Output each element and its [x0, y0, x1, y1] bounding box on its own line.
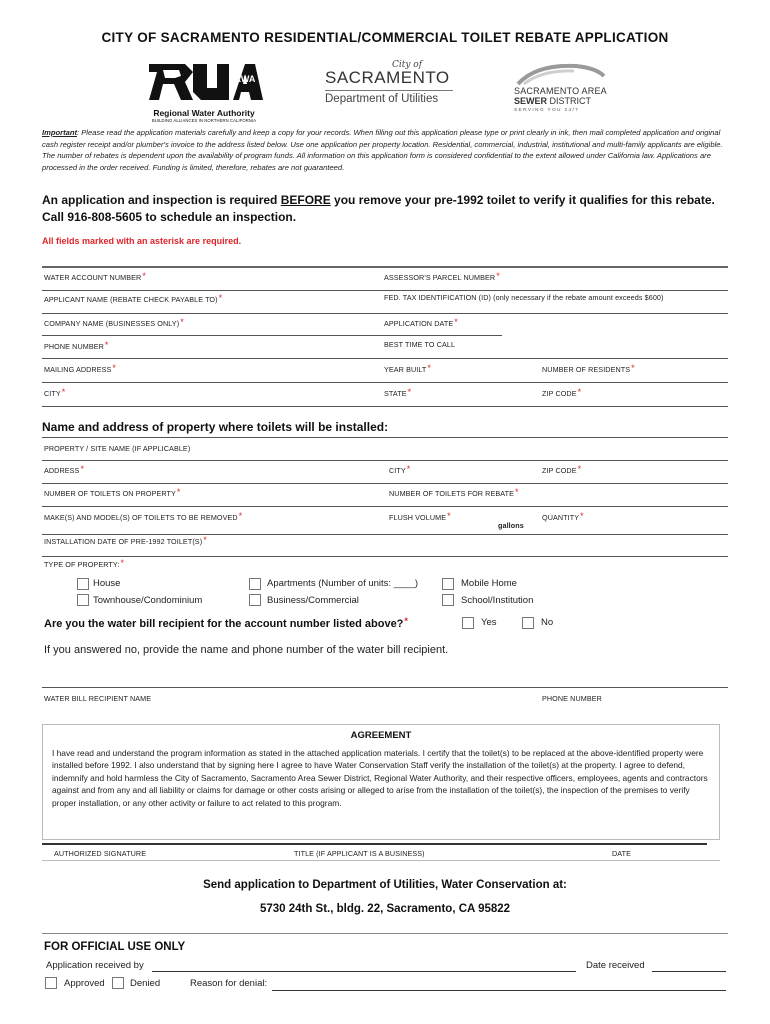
bill-yes-checkbox[interactable]	[462, 617, 474, 629]
approved-label: Approved	[64, 978, 105, 989]
rwa-logo	[145, 62, 263, 123]
applicant-name-label: APPLICANT NAME (REBATE CHECK PAYABLE TO)*	[44, 293, 223, 304]
rwa-tagline: BUILDING ALLIANCES IN NORTHERN CALIFORNIA	[151, 118, 257, 123]
house-option-label: House	[93, 578, 121, 589]
sasd-tagline: S E R V I N G Y O U 2 4 / 7	[514, 108, 578, 113]
received-by-field[interactable]	[152, 971, 576, 972]
city-sacramento-logo	[325, 60, 453, 105]
residents-label: NUMBER OF RESIDENTS*	[542, 363, 635, 374]
apartments-option-label: Apartments (Number of units: ____)	[267, 578, 419, 589]
bill-if-no-note: If you answered no, provide the name and phone number of the water bill recipient.	[44, 644, 449, 656]
townhouse-option-label: Townhouse/Condominium	[93, 595, 203, 606]
property-address-field[interactable]	[42, 483, 728, 484]
property-heading: Name and address of property where toilets will be installed:	[42, 420, 389, 434]
toilets-on-property-label: NUMBER OF TOILETS ON PROPERTY*	[44, 487, 181, 498]
mailing-address-field[interactable]	[42, 382, 728, 383]
important-notice	[42, 127, 732, 173]
agreement-text: I have read and understand the program information as stated in the attached application materials. I certify that the toilet(s) to be replaced at the above-identified property were installed before 1992. I also understand that by signing here I agree to have Water Conservation Staff verify the installation of the toilet(s) at the property. I agree to defend, indemnify and hold harmless the City of Sacramento, Sacramento Area Sewer District, Regional Water Authority, and their respective officers, employees, agents and contractors against and from any and all liability or claims for damage or other costs arising or alleged to arise from the installation of the toilet(s), the inspection of the premises to verify proper installation, or any other activity or failure to act related to this program.	[52, 748, 708, 808]
rwa-mark-icon	[145, 62, 263, 102]
business-option-label: Business/Commercial	[267, 595, 359, 606]
phone-field[interactable]	[42, 358, 728, 359]
property-zip-label: ZIP CODE*	[542, 464, 582, 475]
mailing-address-label: MAILING ADDRESS*	[44, 363, 117, 374]
mobile-home-option-label: Mobile Home	[461, 578, 517, 589]
mailing-destination: 5730 24th St., bldg. 22, Sacramento, CA 95822	[259, 903, 511, 915]
city-field[interactable]	[42, 406, 728, 407]
denied-label: Denied	[130, 978, 161, 989]
sasd-swoosh-icon	[516, 62, 606, 86]
city-label: CITY*	[44, 387, 66, 398]
install-date-label: INSTALLATION DATE OF PRE-1992 TOILET(S)*	[44, 535, 207, 546]
rwa-name: Regional Water Authority	[153, 108, 255, 118]
fed-tax-label: FED. TAX IDENTIFICATION (ID) (only necessary if the rebate amount exceeds $600)	[384, 293, 664, 302]
property-city-label: CITY*	[389, 464, 411, 475]
flush-volume-label: FLUSH VOLUME*	[389, 511, 451, 522]
business-title-label: TITLE (IF APPLICANT IS A BUSINESS)	[294, 849, 425, 858]
year-built-label: YEAR BUILT*	[384, 363, 432, 374]
reason-field[interactable]	[272, 990, 726, 991]
important-label: Important	[42, 128, 78, 137]
bill-recipient-question: Are you the water bill recipient for the account number listed above?*	[44, 616, 408, 630]
best-time-label: BEST TIME TO CALL	[384, 340, 456, 349]
sasd-logo	[514, 66, 638, 113]
bill-no-label: No	[541, 617, 554, 628]
applicant-name-field[interactable]	[42, 313, 728, 314]
apartments-checkbox[interactable]	[249, 578, 261, 590]
official-use-heading: FOR OFFICIAL USE ONLY	[44, 941, 186, 953]
company-name-label: COMPANY NAME (BUSINESSES ONLY)*	[44, 317, 184, 328]
important-text: : Please read the application materials carefully and keep a copy for your records. When filling out this application please type or print clearly in ink, then mail completed application and original cash register receipt and/or plumber's invoice to the address listed below. Use one application per property location. Residential, commercial, industrial, institutional and multi-family applicants are eligible. The number of rebates is dependent upon the availability of program funds. All information on this application form is considered confidential to the extent allowed under California law. Applications are processed in the order received. Funding is limited, therefore, rebates are not guaranteed.	[42, 128, 723, 172]
signature-label: AUTHORIZED SIGNATURE	[54, 849, 147, 858]
date-received-field[interactable]	[652, 971, 726, 972]
reason-label: Reason for denial:	[190, 978, 268, 989]
toilets-for-rebate-label: NUMBER OF TOILETS FOR REBATE*	[389, 487, 519, 498]
notice-part1: An application and inspection is required	[42, 193, 281, 207]
notice-phone: Call 916-808-5605 to schedule an inspection.	[42, 210, 297, 224]
install-date-field[interactable]	[42, 556, 728, 557]
bill-recipient-field[interactable]	[42, 687, 728, 688]
phone-label: PHONE NUMBER*	[44, 340, 109, 351]
sasd-line1: SACRAMENTO AREA	[514, 86, 607, 96]
date-received-label: Date received	[586, 960, 645, 971]
mobile-home-checkbox[interactable]	[442, 578, 454, 590]
denied-checkbox[interactable]	[112, 977, 124, 989]
signature-field[interactable]	[42, 843, 707, 845]
company-name-field[interactable]	[42, 335, 502, 336]
recipient-phone-label: PHONE NUMBER	[542, 694, 602, 703]
notice-before: BEFORE	[280, 193, 331, 207]
water-account-label: WATER ACCOUNT NUMBER*	[44, 271, 146, 282]
townhouse-checkbox[interactable]	[77, 594, 89, 606]
city-of-text: City of	[391, 60, 423, 70]
zip-label: ZIP CODE*	[542, 387, 582, 398]
agreement-heading: AGREEMENT	[350, 730, 412, 741]
property-address-label: ADDRESS*	[44, 464, 85, 475]
bill-yes-label: Yes	[481, 617, 497, 628]
water-account-field[interactable]	[42, 290, 728, 291]
city-sacramento-text: SACRAMENTO	[325, 68, 450, 87]
approved-checkbox[interactable]	[45, 977, 57, 989]
make-model-label: MAKE(S) AND MODEL(S) OF TOILETS TO BE REMOVED*	[44, 511, 243, 522]
sasd-district: DISTRICT	[547, 96, 592, 106]
assessor-label: ASSESSOR'S PARCEL NUMBER*	[384, 271, 500, 282]
notice-part2: you remove your pre-1992 toilet to verify it qualifies for this rebate.	[330, 193, 715, 207]
site-name-label: PROPERTY / SITE NAME (IF APPLICABLE)	[44, 444, 191, 453]
business-checkbox[interactable]	[249, 594, 261, 606]
required-fields-note: All fields marked with an asterisk are required.	[42, 236, 242, 246]
recipient-name-label: WATER BILL RECIPIENT NAME	[44, 694, 152, 703]
application-date-label: APPLICATION DATE*	[384, 317, 458, 328]
toilets-count-field[interactable]	[42, 506, 728, 507]
school-option-label: School/Institution	[461, 595, 534, 606]
form-title: CITY OF SACRAMENTO RESIDENTIAL/COMMERCIAL TOILET REBATE APPLICATION	[101, 30, 669, 45]
house-checkbox[interactable]	[77, 578, 89, 590]
dept-utilities-text: Department of Utilities	[325, 93, 439, 105]
gallons-unit: gallons	[498, 521, 524, 530]
send-instructions: Send application to Department of Utilities, Water Conservation at:	[203, 879, 567, 891]
signature-date-label: DATE	[612, 849, 632, 858]
state-label: STATE*	[384, 387, 412, 398]
property-type-label: TYPE OF PROPERTY:*	[44, 558, 125, 569]
inspection-requirement	[42, 192, 742, 226]
make-model-field[interactable]	[42, 534, 728, 535]
site-name-field[interactable]	[42, 460, 728, 461]
rwa-mark-text: RWA	[234, 74, 256, 84]
received-by-label: Application received by	[46, 960, 144, 971]
quantity-label: QUANTITY*	[542, 511, 584, 522]
bill-no-checkbox[interactable]	[522, 617, 534, 629]
sasd-sewer: SEWER	[514, 96, 548, 106]
school-checkbox[interactable]	[442, 594, 454, 606]
